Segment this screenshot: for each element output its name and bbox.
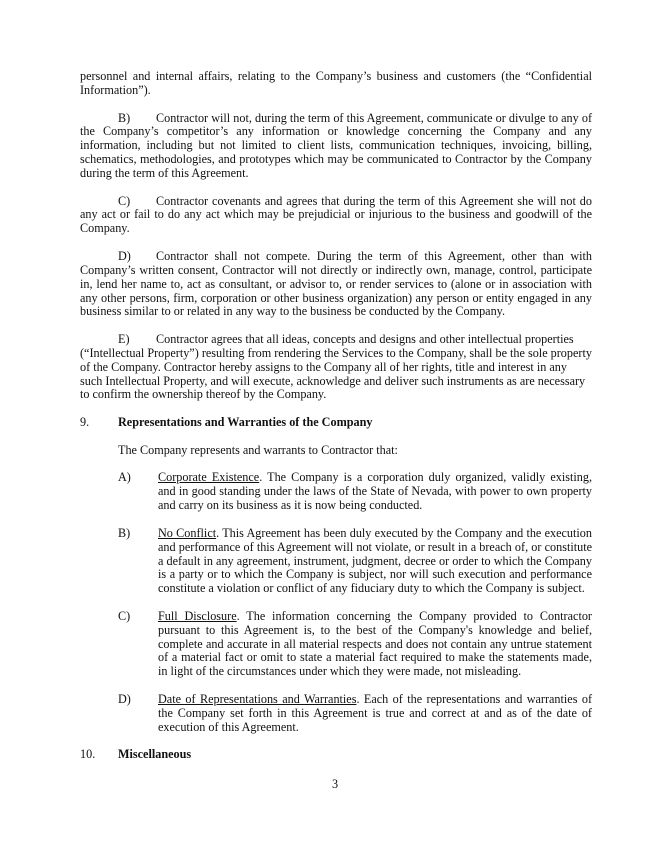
section-title: Miscellaneous: [118, 747, 192, 762]
item-text: . This Agreement has been duly executed by the Company and the execution and performance of this Agreement will not violate, or result in a breach of, or constitute a default in any agreement, instrument, judgment, decree or order to which the Company is a party or to which the Company is subject, nor will such execution and performance constitute a violation or conflict of any fiduciary duty to which the Company is subject.: [158, 525, 592, 596]
paragraph-label: D): [118, 248, 131, 263]
warranty-item-d: [80, 693, 592, 735]
item-text: . Each of the representations and warranties of the Company set forth in this Agreement is true and correct at and as of the date of execution of this Agreement.: [158, 691, 592, 734]
item-text: . The information concerning the Company provided to Contractor pursuant to this Agreement is, to the best of the Company's knowledge and belief, complete and accurate in all material respects and does not contain any untrue statement of a material fact or omit to state a material fact required to make the statements made, in light of the circumstances under which they were made, not misleading.: [158, 608, 592, 679]
section-title: Representations and Warranties of the Company: [118, 415, 373, 430]
paragraph-d: [80, 250, 592, 319]
section-heading-10: [80, 748, 592, 762]
paragraph-b: [80, 112, 592, 181]
item-title: Corporate Existence: [158, 470, 260, 485]
document-page: [80, 70, 592, 776]
paragraph-label: E): [118, 332, 130, 347]
paragraph-c: [80, 195, 592, 237]
item-text: . The Company is a corporation duly organized, validly existing, and in good standing under the laws of the State of Nevada, with power to own property and carry on its business as it is now being conducted.: [158, 470, 593, 513]
item-label: D): [118, 691, 131, 706]
paragraph-text: Contractor covenants and agrees that during the term of this Agreement she will not do any act or fail to do any act which may be prejudicial or injurious to the business and goodwill of the Company.: [80, 193, 592, 236]
item-label: B): [118, 525, 131, 540]
item-label: A): [118, 470, 131, 485]
section-heading-9: [80, 416, 592, 430]
paragraph-e: [80, 333, 592, 402]
paragraph-text: Contractor will not, during the term of this Agreement, communicate or divulge to any of the Company’s competitor’s any information or knowledge concerning the Company and any information, including but not limited to client lists, communication techniques, invoicing, billing, schematics, methodologies, and prototypes which may be communicated to Contractor by the Company during the term of this Agreement.: [80, 110, 592, 180]
paragraph-label: B): [118, 110, 131, 125]
page-number: 3: [331, 777, 339, 791]
section-intro: The Company represents and warrants to Contractor that:: [118, 442, 398, 457]
paragraph-text: personnel and internal affairs, relating to the Company’s business and customers (the “Confidential Information”).: [80, 69, 592, 97]
warranty-item-c: [80, 610, 592, 679]
paragraph-confidential-info: [80, 70, 592, 98]
item-title: No Conflict: [158, 525, 217, 540]
warranty-item-b: [80, 527, 592, 596]
section-number: 10.: [80, 747, 96, 762]
paragraph-text: Contractor agrees that all ideas, concepts and designs and other intellectual properties (“Intellectual Property”) resulting from rendering the Services to the Company, shall be the sole property of the Company. Contractor hereby assigns to the Company all of her rights, title and interest in any such Intellectual Property, and will execute, acknowledge and deliver such instruments as are necessary to confirm the ownership thereof by the Company.: [80, 332, 592, 402]
warranty-item-a: [80, 471, 592, 513]
paragraph-text: Contractor shall not compete. During the term of this Agreement, other than with Company’s written consent, Contractor will not directly or indirectly own, manage, control, participate in, lend her name to, act as consultant, or advisor to, or render services to (alone or in association with any other persons, firm, corporation or other business organization) any person or entity engaged in any business similar to or related in any way to the business be conducted by the Company.: [80, 248, 592, 319]
paragraph-label: C): [118, 193, 131, 208]
item-label: C): [118, 608, 131, 623]
item-title: Full Disclosure: [158, 608, 237, 623]
item-title: Date of Representations and Warranties: [158, 691, 357, 706]
section-number: 9.: [80, 415, 90, 430]
